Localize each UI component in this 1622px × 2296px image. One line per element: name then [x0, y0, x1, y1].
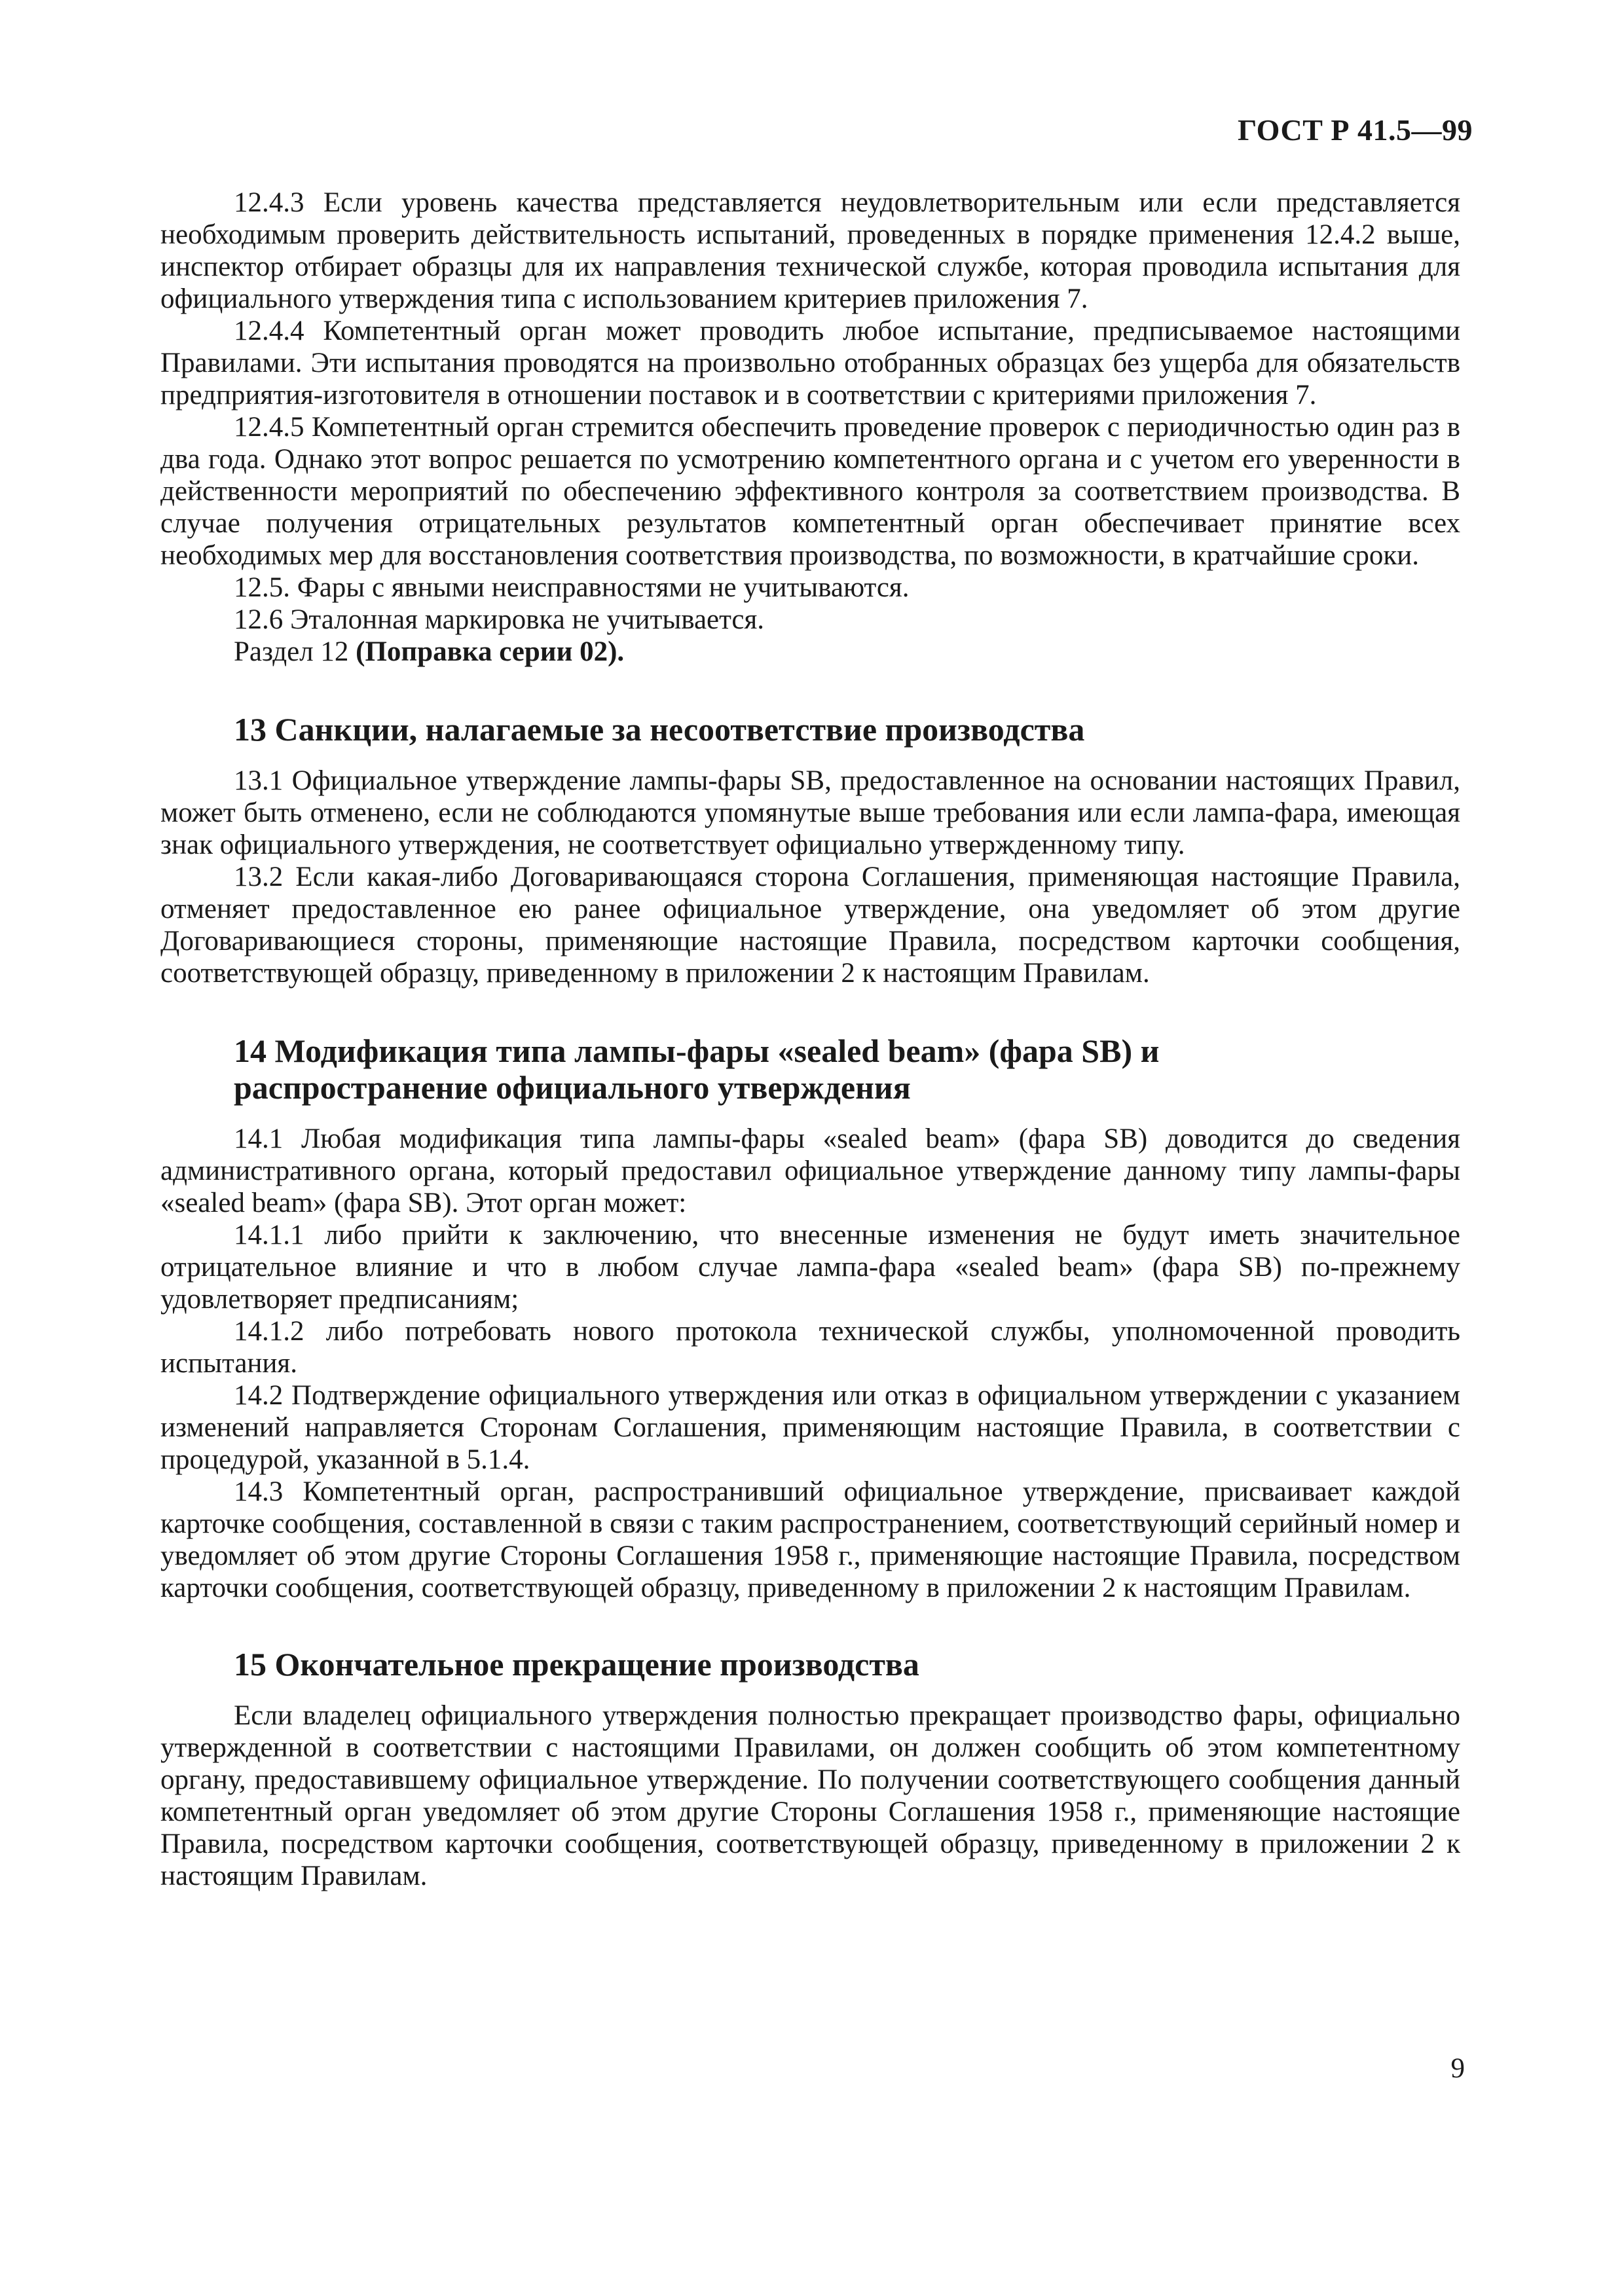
- paragraph-13-1: 13.1 Официальное утверждение лампы-фары SB, предоставленное на основании настоящих Правил, может быть отменено, если не соблюдаются упомянутые выше требования или если лампа-фара, имеющая знак официального утверждения, не соответствует официально утвержденному типу.: [160, 765, 1460, 860]
- paragraph-12-4-5: 12.4.5 Компетентный орган стремится обеспечить проведение проверок с периодичностью один раз в два года. Однако этот вопрос решается по усмотрению компетентного органа и с учетом его уверенности в действенности мероприятий по обеспечению эффективного контроля за соответствием производства. В случае получения отрицательных результатов компетентный орган обеспечивает принятие всех необходимых мер для восстановления соответствия производства, по возможности, в кратчайшие сроки.: [160, 412, 1460, 571]
- section-13-heading: 13 Санкции, налагаемые за несоответствие производства: [234, 711, 1085, 748]
- amendment-note-bold: (Поправка серии 02).: [356, 636, 625, 667]
- section-14-heading-line-2: распространение официального утверждения: [234, 1069, 911, 1106]
- paragraph-15: Если владелец официального утверждения полностью прекращает производство фары, официально утвержденной в соответствии с настоящими Правилами, он должен сообщить об этом компетентному органу, предоставившему официальное утверждение. По получении соответствующего сообщения данный компетентный орган уведомляет об этом другие Стороны Соглашения 1958 г., применяющие настоящие Правила, посредством карточки сообщения, соответствующей образцу, приведенному в приложении 2 к настоящим Правилам.: [160, 1700, 1460, 1891]
- paragraph-12-5: 12.5. Фары с явными неисправностями не учитываются.: [234, 572, 910, 603]
- page-number: 9: [1450, 2053, 1465, 2084]
- paragraph-12-6: 12.6 Эталонная маркировка не учитывается.: [234, 604, 765, 635]
- paragraph-12-4-4: 12.4.4 Компетентный орган может проводить любое испытание, предписываемое настоящими Правилами. Эти испытания проводятся на произвольно отобранных образцах без ущерба для обязательств предприятия-изготовителя в отношении поставок и в соответствии с критериями приложения 7.: [160, 316, 1460, 410]
- section-14-heading-line-1: 14 Модификация типа лампы-фары «sealed beam» (фара SB) и: [234, 1032, 1160, 1069]
- paragraph-14-3: 14.3 Компетентный орган, распространивший официальное утверждение, присваивает каждой карточке сообщения, составленной в связи с таким распространением, соответствующий серийный номер и уведомляет об этом другие Стороны Соглашения 1958 г., применяющие настоящие Правила, посредством карточки сообщения, соответствующей образцу, приведенному в приложении 2 к настоящим Правилам.: [160, 1476, 1460, 1603]
- paragraph-12-4-3: 12.4.3 Если уровень качества представляется неудовлетворительным или если представляется необходимым проверить действительность испытаний, проведенных в порядке применения 12.4.2 выше, инспектор отбирает образцы для их направления технической службе, которая проводила испытания для официального утверждения типа с использованием критериев приложения 7.: [160, 187, 1460, 314]
- page-body: [160, 187, 1460, 1892]
- paragraph-13-2: 13.2 Если какая-либо Договаривающаяся сторона Соглашения, применяющая настоящие Правила, отменяет предоставленное ею ранее официальное утверждение, она уведомляет об этом другие Договаривающиеся стороны, применяющие настоящие Правила, посредством карточки сообщения, соответствующей образцу, приведенному в приложении 2 к настоящим Правилам.: [160, 862, 1460, 989]
- paragraph-14-2: 14.2 Подтверждение официального утверждения или отказ в официальном утверждении с указанием изменений направляется Сторонам Соглашения, применяющим настоящие Правила, в соответствии с процедурой, указанной в 5.1.4.: [160, 1380, 1460, 1475]
- amendment-note: [160, 636, 1460, 668]
- document-code-header: ГОСТ Р 41.5—99: [1238, 113, 1473, 147]
- paragraph-14-1-2: 14.1.2 либо потребовать нового протокола технической службы, уполномоченной проводить испытания.: [160, 1316, 1460, 1379]
- amendment-note-prefix: Раздел 12: [234, 636, 356, 667]
- paragraph-14-1-1: 14.1.1 либо прийти к заключению, что внесенные изменения не будут иметь значительное отрицательное влияние и что в любом случае лампа-фара «sealed beam» (фара SB) по-прежнему удовлетворяет предписаниям;: [160, 1220, 1460, 1315]
- section-14-heading: [160, 1032, 1460, 1106]
- section-15-heading: 15 Окончательное прекращение производства: [234, 1646, 919, 1683]
- paragraph-14-1: 14.1 Любая модификация типа лампы-фары «sealed beam» (фара SB) доводится до сведения административного органа, который предоставил официальное утверждение данному типу лампы-фары «sealed beam» (фара SB). Этот орган может:: [160, 1123, 1460, 1218]
